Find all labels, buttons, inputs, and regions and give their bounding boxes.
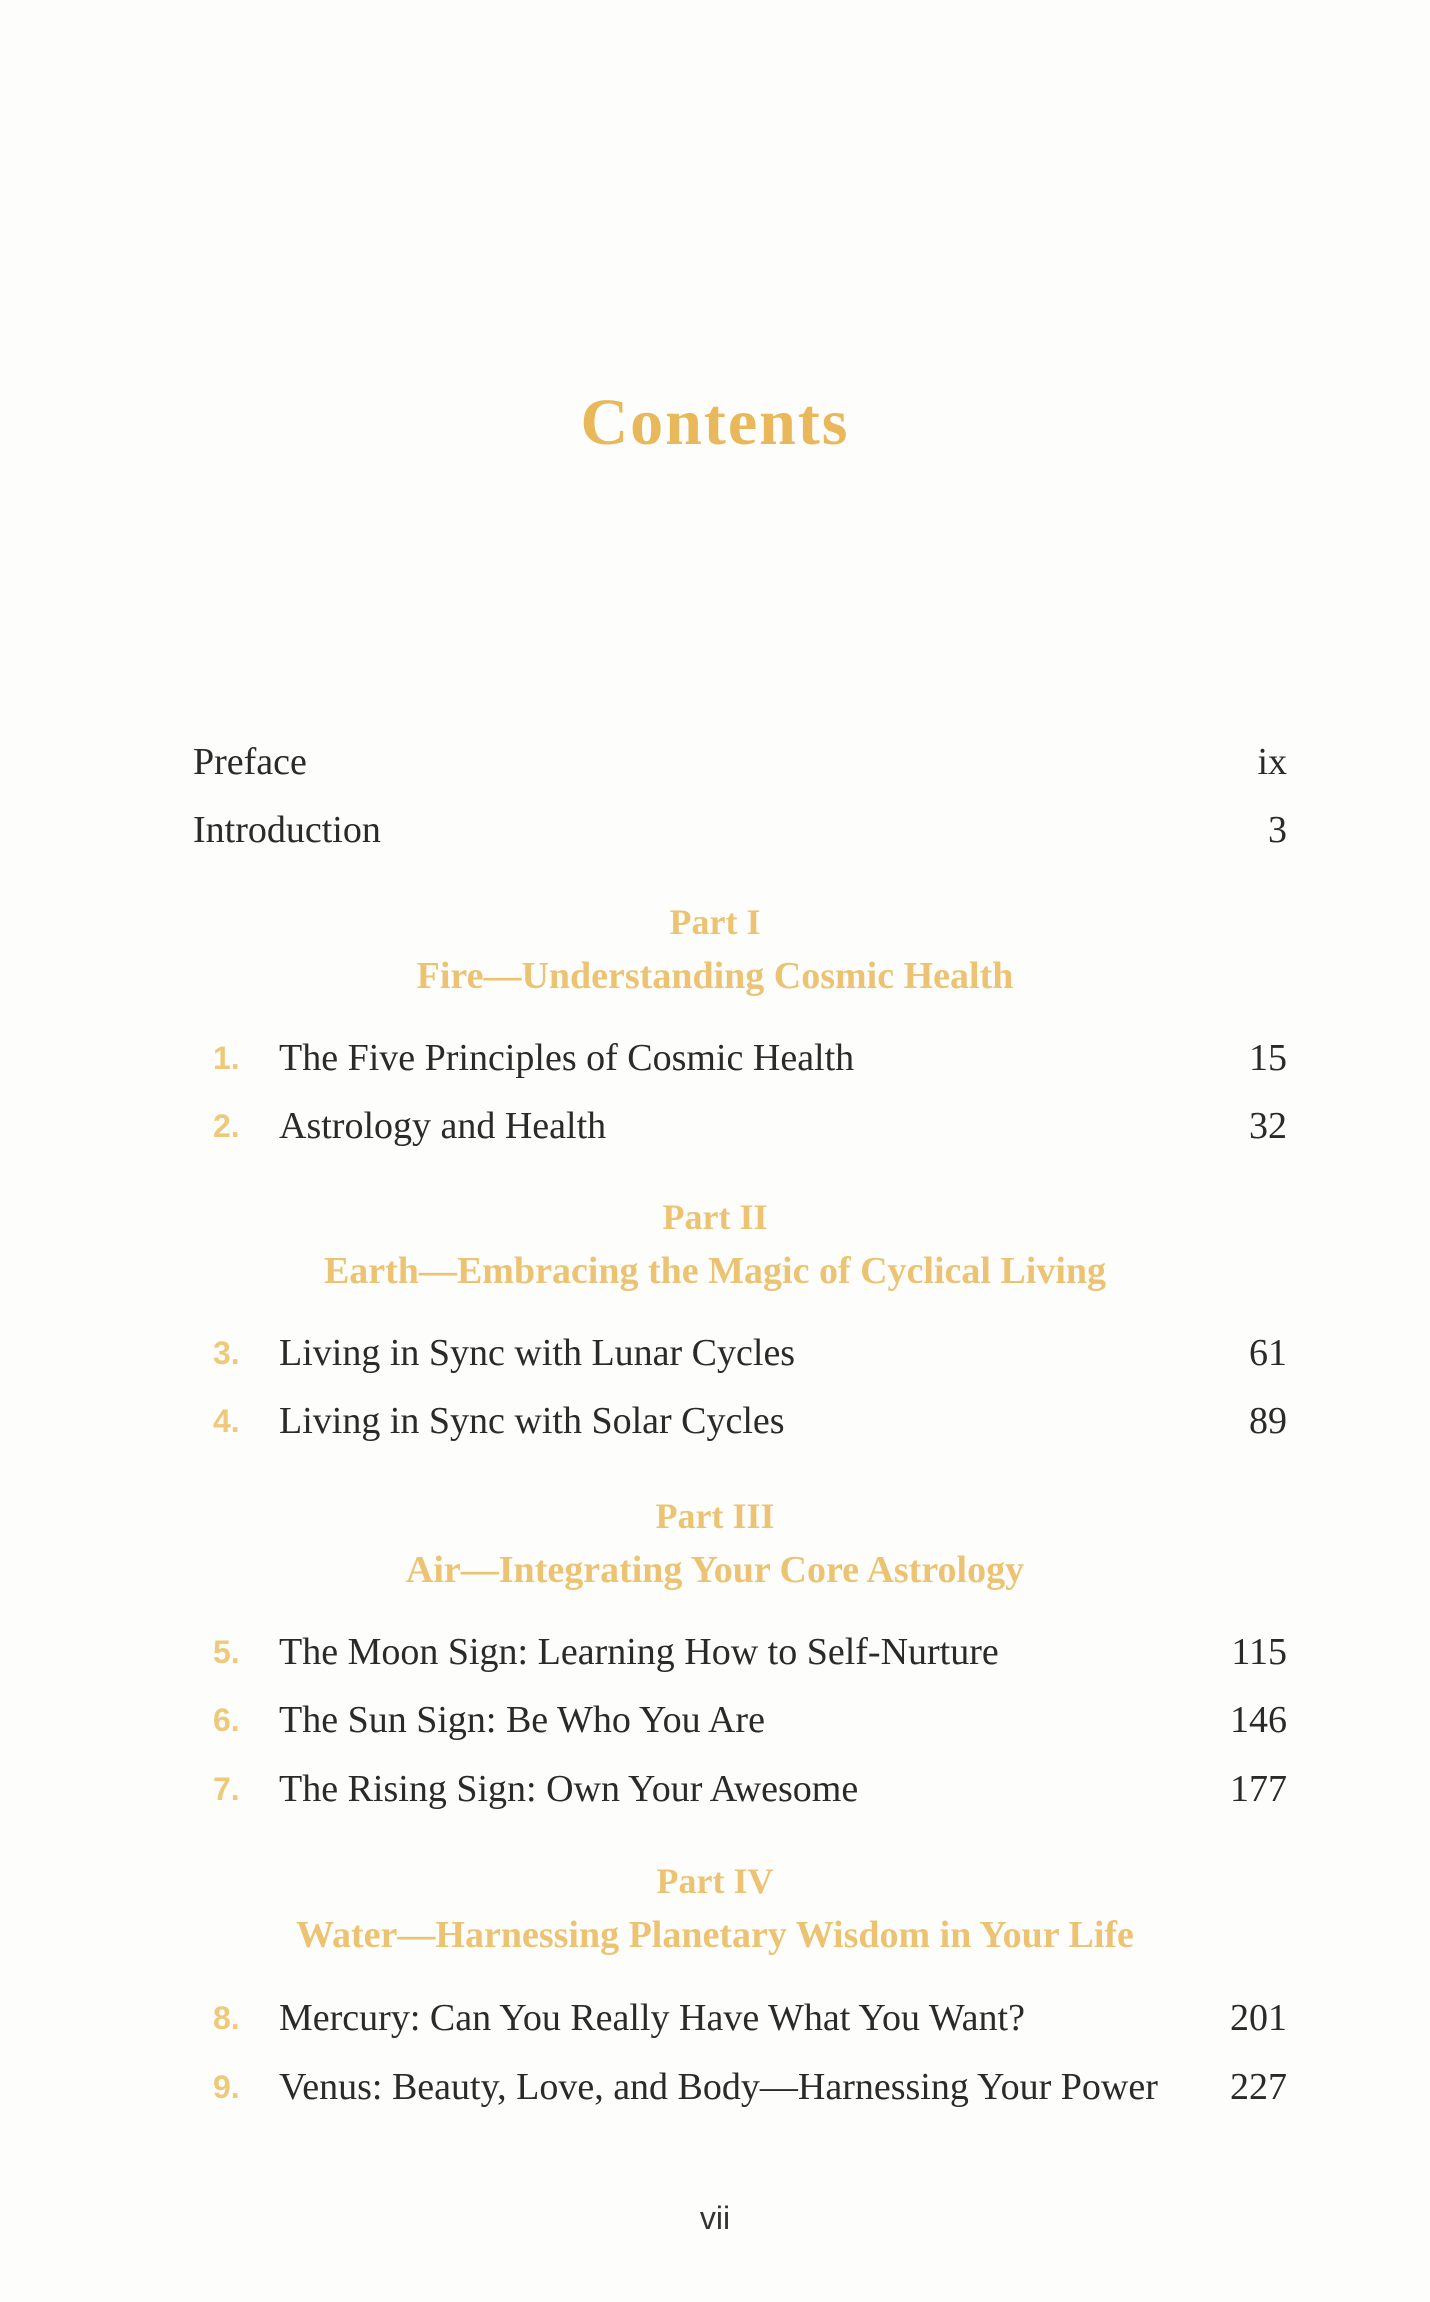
part-label: Part IV xyxy=(656,1861,774,1901)
chapter-page: 61 xyxy=(1249,1332,1287,1374)
chapter-number: 9. xyxy=(213,2068,240,2105)
part-heading-2 xyxy=(0,1191,1430,1299)
toc-entry-preface[interactable] xyxy=(193,732,1287,792)
chapter-number: 6. xyxy=(213,1701,240,1738)
part-label: Part II xyxy=(662,1197,768,1237)
chapter-page: 32 xyxy=(1249,1105,1287,1147)
toc-entry-chapter-6[interactable] xyxy=(213,1690,1287,1750)
part-title: Fire—Understanding Cosmic Health xyxy=(416,955,1014,997)
toc-entry-chapter-1[interactable] xyxy=(213,1028,1287,1088)
toc-entry-chapter-2[interactable] xyxy=(213,1096,1287,1156)
toc-entry-introduction[interactable] xyxy=(193,800,1287,860)
contents-title: Contents xyxy=(580,386,850,459)
chapter-title: Living in Sync with Solar Cycles xyxy=(279,1400,785,1442)
chapter-number: 7. xyxy=(213,1770,240,1807)
part-title: Air—Integrating Your Core Astrology xyxy=(405,1549,1025,1591)
page-folio: vii xyxy=(699,2200,731,2236)
chapter-number: 1. xyxy=(213,1039,240,1076)
toc-entry-chapter-4[interactable] xyxy=(213,1391,1287,1451)
toc-entry-chapter-3[interactable] xyxy=(213,1323,1287,1383)
entry-title: Introduction xyxy=(193,809,381,851)
chapter-number: 3. xyxy=(213,1334,240,1371)
part-label: Part III xyxy=(655,1496,775,1536)
part-heading-3 xyxy=(0,1490,1430,1598)
chapter-title: Living in Sync with Lunar Cycles xyxy=(279,1332,796,1374)
entry-page: ix xyxy=(1257,741,1287,783)
chapter-page: 227 xyxy=(1230,2066,1287,2108)
chapter-page: 201 xyxy=(1230,1997,1287,2039)
chapter-page: 177 xyxy=(1230,1768,1287,1810)
chapter-title: Astrology and Health xyxy=(279,1105,607,1147)
part-heading-4 xyxy=(0,1855,1430,1963)
chapter-page: 115 xyxy=(1231,1631,1287,1673)
chapter-number: 4. xyxy=(213,1402,240,1439)
chapter-number: 8. xyxy=(213,1999,240,2036)
entry-title: Preface xyxy=(193,741,307,783)
chapter-title: Mercury: Can You Really Have What You Want? xyxy=(279,1997,1025,2039)
part-label: Part I xyxy=(669,902,761,942)
chapter-number: 2. xyxy=(213,1107,240,1144)
chapter-page: 146 xyxy=(1230,1699,1287,1741)
part-title: Earth—Embracing the Magic of Cyclical Living xyxy=(323,1250,1107,1292)
chapter-page: 89 xyxy=(1249,1400,1287,1442)
chapter-title: The Sun Sign: Be Who You Are xyxy=(279,1699,765,1741)
chapter-title: Venus: Beauty, Love, and Body—Harnessing Your Power xyxy=(279,2066,1158,2108)
toc-entry-chapter-9[interactable] xyxy=(213,2057,1287,2117)
entry-page: 3 xyxy=(1268,809,1287,851)
chapter-page: 15 xyxy=(1249,1037,1287,1079)
chapter-title: The Moon Sign: Learning How to Self-Nurture xyxy=(279,1631,999,1673)
part-heading-1 xyxy=(0,896,1430,1004)
chapter-number: 5. xyxy=(213,1633,240,1670)
toc-entry-chapter-5[interactable] xyxy=(213,1622,1287,1682)
toc-entry-chapter-7[interactable] xyxy=(213,1759,1287,1819)
chapter-title: The Five Principles of Cosmic Health xyxy=(279,1037,855,1079)
chapter-title: The Rising Sign: Own Your Awesome xyxy=(279,1768,859,1810)
toc-entry-chapter-8[interactable] xyxy=(213,1988,1287,2048)
part-title: Water—Harnessing Planetary Wisdom in Your Life xyxy=(296,1914,1134,1956)
